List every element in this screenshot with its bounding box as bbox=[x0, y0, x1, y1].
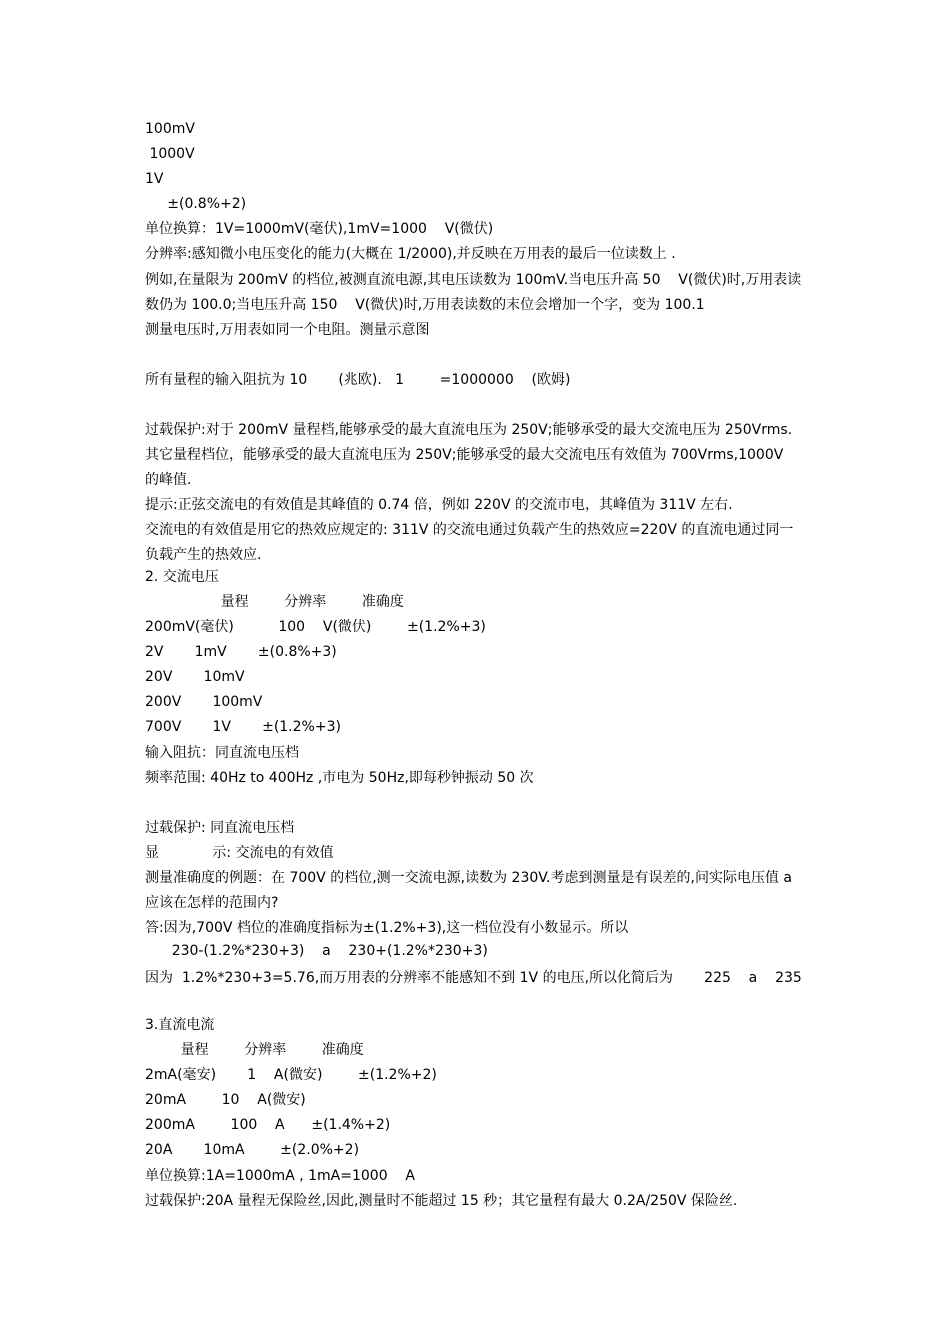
text-line: 应该在怎样的范围内? bbox=[145, 895, 279, 911]
text-line: 分辨率:感知微小电压变化的能力(大概在 1/2000),并反映在万用表的最后一位读数上 . bbox=[145, 246, 676, 262]
text-line: 输入阻抗：同直流电压档 bbox=[145, 745, 299, 761]
table-row: 20mA 10 A(微安) bbox=[145, 1092, 306, 1108]
table-row: 200mV(毫伏) 100 V(微伏) ±(1.2%+3) bbox=[145, 619, 486, 635]
table-row: 20V 10mV bbox=[145, 669, 245, 685]
text-line: 频率范围: 40Hz to 400Hz ,市电为 50Hz,即每秒钟振动 50 次 bbox=[145, 770, 534, 786]
text-line: 答:因为,700V 档位的准确度指标为±(1.2%+3),这一档位没有小数显示。所以 bbox=[145, 920, 629, 936]
text-line: 提示:正弦交流电的有效值是其峰值的 0.74 倍，例如 220V 的交流市电，其峰值为 311V 左右. bbox=[145, 497, 733, 513]
table-header: 量程 分辨率 准确度 bbox=[145, 1042, 364, 1058]
table-row: 700V 1V ±(1.2%+3) bbox=[145, 719, 341, 735]
table-row: 2V 1mV ±(0.8%+3) bbox=[145, 644, 337, 660]
table-header: 量程 分辨率 准确度 bbox=[145, 594, 404, 610]
text-line: 交流电的有效值是用它的热效应规定的: 311V 的交流电通过负载产生的热效应=220V 的直流电通过同一 bbox=[145, 522, 794, 538]
section-heading: 2. 交流电压 bbox=[145, 569, 219, 585]
text-line: 其它量程档位，能够承受的最大直流电压为 250V;能够承受的最大交流电压有效值为 700Vrms,1000V bbox=[145, 447, 784, 463]
text-line: 例如,在量限为 200mV 的档位,被测直流电源,其电压读数为 100mV.当电压升高 50 V(微伏)时,万用表读 bbox=[145, 272, 802, 288]
text-line: 单位换算:1A=1000mA , 1mA=1000 A bbox=[145, 1168, 415, 1184]
table-row: 20A 10mA ±(2.0%+2) bbox=[145, 1142, 360, 1158]
table-row: 200V 100mV bbox=[145, 694, 263, 710]
table-row: 2mA(毫安) 1 A(微安) ±(1.2%+2) bbox=[145, 1067, 437, 1083]
text-line: 因为 1.2%*230+3=5.76,而万用表的分辨率不能感知不到 1V 的电压,所以化简后为 225 a 235 bbox=[145, 970, 802, 986]
text-line: 100mV bbox=[145, 121, 195, 137]
text-line: 过载保护:对于 200mV 量程档,能够承受的最大直流电压为 250V;能够承受的最大交流电压为 250Vrms. bbox=[145, 422, 793, 438]
section-heading: 3.直流电流 bbox=[145, 1017, 215, 1033]
text-line: 的峰值. bbox=[145, 472, 192, 488]
text-line: 单位换算：1V=1000mV(毫伏),1mV=1000 V(微伏) bbox=[145, 221, 494, 237]
text-line: 1000V bbox=[145, 146, 195, 162]
table-row: 200mA 100 A ±(1.4%+2) bbox=[145, 1117, 391, 1133]
text-line: 测量准确度的例题：在 700V 的档位,测一交流电源,读数为 230V.考虑到测量是有误差的,问实际电压值 a bbox=[145, 870, 792, 886]
formula-line: 230-(1.2%*230+3) a 230+(1.2%*230+3) bbox=[145, 943, 488, 959]
text-line: 测量电压时,万用表如同一个电阻。测量示意图 bbox=[145, 322, 430, 338]
text-line: 显 示: 交流电的有效值 bbox=[145, 845, 334, 861]
text-line: 数仍为 100.0;当电压升高 150 V(微伏)时,万用表读数的末位会增加一个字，变为 100.1 bbox=[145, 297, 705, 313]
text-line: 负载产生的热效应. bbox=[145, 547, 262, 563]
text-line: 所有量程的输入阻抗为 10 (兆欧). 1 =1000000 (欧姆) bbox=[145, 372, 571, 388]
text-line: ±(0.8%+2) bbox=[145, 196, 247, 212]
text-line: 1V bbox=[145, 171, 164, 187]
text-line: 过载保护:20A 量程无保险丝,因此,测量时不能超过 15 秒；其它量程有最大 0.2A/250V 保险丝. bbox=[145, 1193, 738, 1209]
text-line: 过载保护: 同直流电压档 bbox=[145, 820, 295, 836]
